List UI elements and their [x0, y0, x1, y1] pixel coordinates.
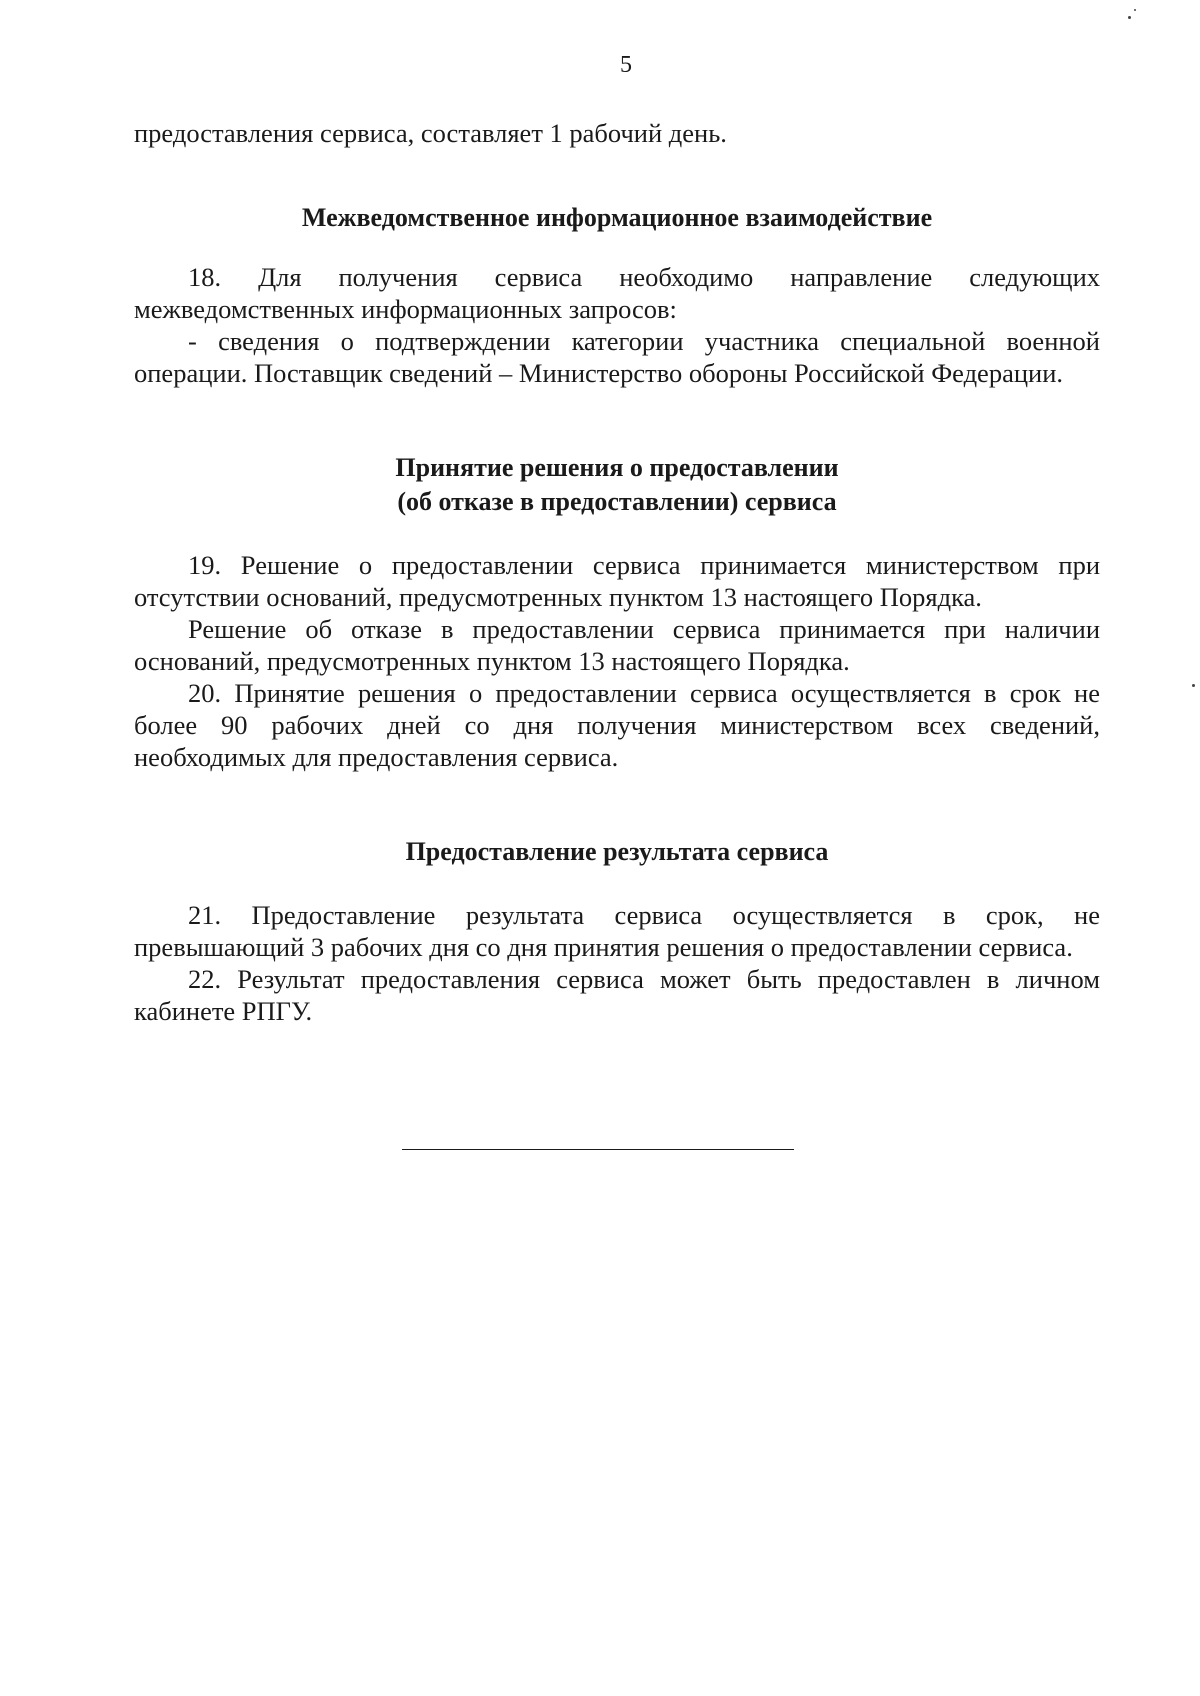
end-of-document-rule	[402, 1149, 794, 1150]
paragraph-19-refusal: Решение об отказе в предоставлении сервиса принимается при наличии оснований, предусмотренных пунктом 13 настоящего Порядка.	[134, 614, 1100, 676]
paragraph-21: 21. Предоставление результата сервиса осуществляется в срок, не превышающий 3 рабочих дня со дня принятия решения о предоставлении сервиса.	[134, 900, 1100, 962]
paragraph-19: 19. Решение о предоставлении сервиса принимается министерством при отсутствии оснований, предусмотренных пунктом 13 настоящего Порядка.	[134, 550, 1100, 612]
scan-speck	[1134, 9, 1136, 11]
scan-speck	[1192, 684, 1195, 687]
paragraph-17-continuation: предоставления сервиса, составляет 1 рабочий день.	[134, 118, 727, 148]
section-heading-result: Предоставление результата сервиса	[405, 837, 829, 866]
paragraph-18: 18. Для получения сервиса необходимо направление следующих межведомственных информационных запросов:	[134, 262, 1100, 324]
scan-speck	[1128, 16, 1131, 19]
page-number: 5	[620, 52, 632, 78]
paragraph-18-item: - сведения о подтверждении категории участника специальной военной операции. Поставщик сведений – Министерство обороны Российской Федерации.	[134, 326, 1100, 388]
paragraph-22: 22. Результат предоставления сервиса может быть предоставлен в личном кабинете РПГУ.	[134, 964, 1100, 1026]
section-heading-interagency: Межведомственное информационное взаимодействие	[301, 203, 933, 232]
paragraph-20: 20. Принятие решения о предоставлении сервиса осуществляется в срок не более 90 рабочих дней со дня получения министерством всех сведений, необходимых для предоставления сервиса.	[134, 678, 1100, 772]
section-heading-decision	[134, 451, 1100, 519]
document-body	[134, 117, 1100, 1027]
section-heading-decision-line1: Принятие решения о предоставлении	[395, 453, 839, 482]
section-heading-decision-line2: (об отказе в предоставлении) сервиса	[397, 487, 837, 516]
